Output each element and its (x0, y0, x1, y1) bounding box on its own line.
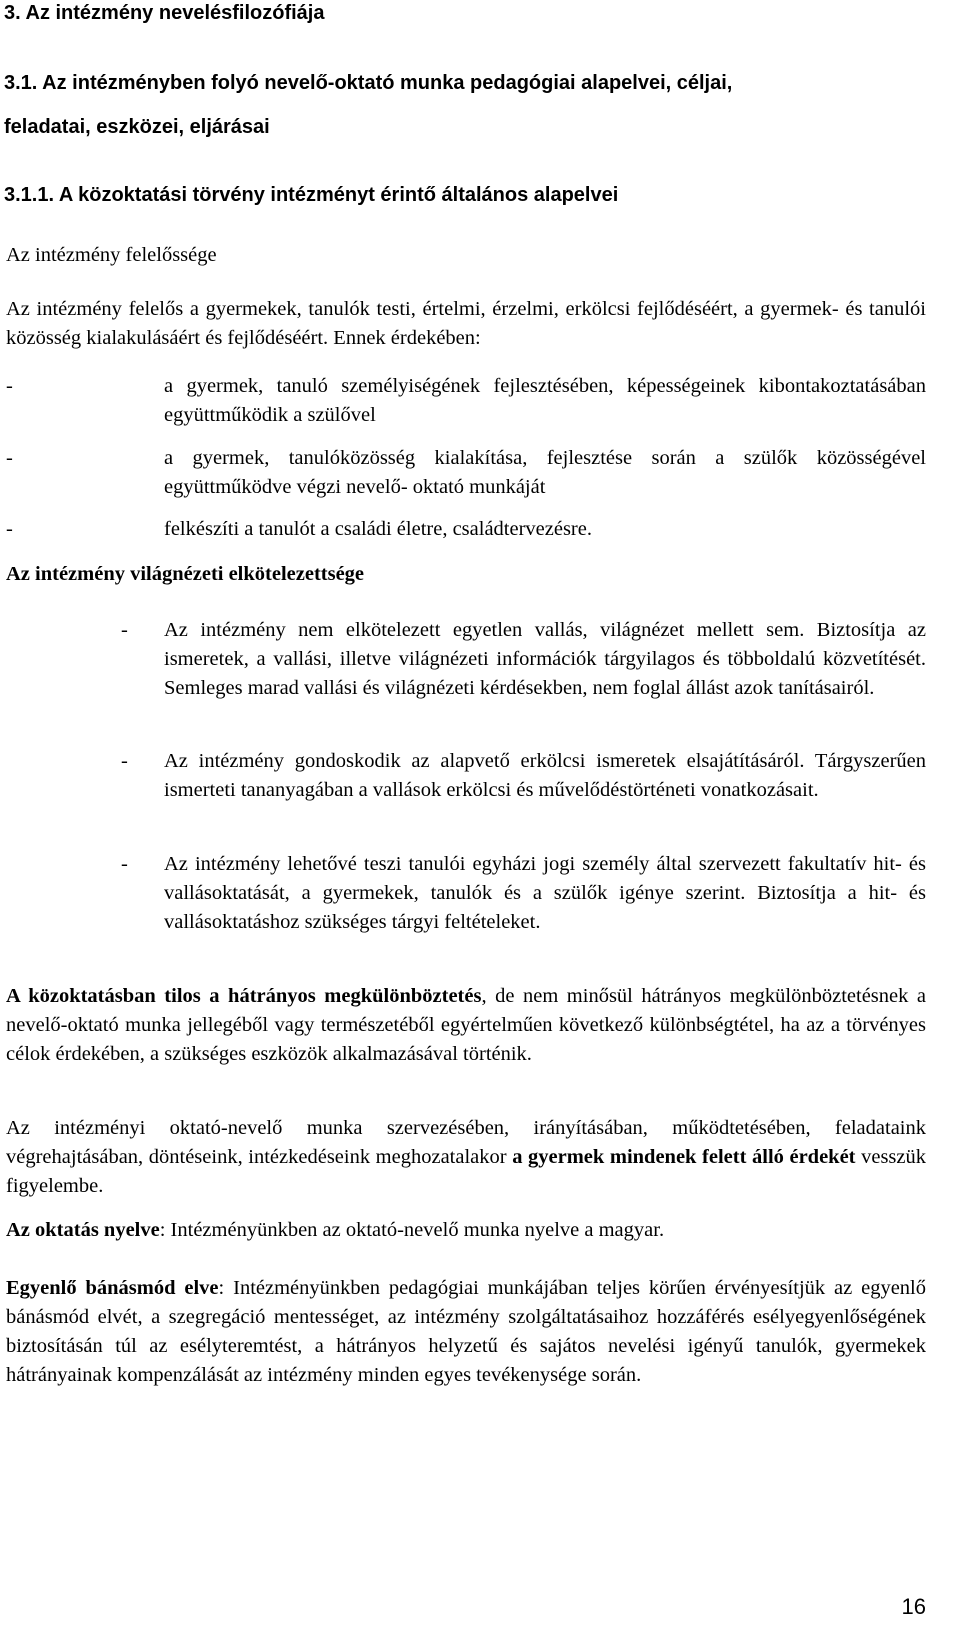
list-dash: - (6, 447, 13, 469)
list-dash: - (121, 750, 128, 772)
bold-phrase: A közoktatásban tilos a hátrányos megkülönböztetés (6, 985, 482, 1007)
list-dash: - (121, 853, 128, 875)
subheading-felelosseg: Az intézmény felelőssége (6, 244, 217, 266)
subheading-vilagnezet: Az intézmény világnézeti elkötelezettsége (6, 563, 365, 585)
paragraph-nyelv (6, 1216, 926, 1245)
list-item-text: Az intézmény lehetővé teszi tanulói egyházi jogi személy által szervezett fakultatív hit- és vallásoktatását, a gyermekek, tanulók és a szülők igénye szerint. Biztosítja a hit- és vallásoktatáshoz szükséges tárgyi feltételeket. (164, 853, 926, 933)
section-heading-3-1-line2: feladatai, eszközei, eljárásai (4, 116, 270, 138)
bold-phrase: Az oktatás nyelve (6, 1219, 160, 1241)
paragraph-hatranyos (6, 982, 926, 1069)
list-item-text: a gyermek, tanulóközösség kialakítása, fejlesztése során a szülők közösségével együttműködve végzi nevelő- oktató munkáját (164, 447, 926, 498)
paragraph-text: : Intézményünkben pedagógiai munkájában teljes körűen érvényesítjük az egyenlő bánásmód elvét, a szegregáció mentességet, az intézmény szolgáltatásaihoz hozzáférés esélyegyenlőségének biztosításán túl az esélyteremtést, a hátrányos helyzetű és sajátos nevelési igényű tanulók, gyermekek hátrányainak kompenzálását az intézmény minden egyes tevékenysége során. (6, 1277, 926, 1386)
paragraph-text: , de nem minősül hátrányos megkülönböztetésnek a nevelő-oktató munka jellegéből vagy természetéből egyértelműen következő különbségtétel, ha az a törvényes célok érdekében, a szükséges eszközök alkalmazásával történik. (6, 985, 926, 1065)
paragraph-felelosseg-intro: Az intézmény felelős a gyermekek, tanulók testi, értelmi, érzelmi, erkölcsi fejlődéséért, a gyermek- és tanulói közösség kialakulásáért és fejlődéséért. Ennek érdekében: (6, 298, 926, 349)
section-heading-3: 3. Az intézmény nevelésfilozófiája (4, 2, 325, 24)
paragraph-erdek (6, 1114, 926, 1201)
section-heading-3-1-line1: 3.1. Az intézményben folyó nevelő-oktató munka pedagógiai alapelvei, céljai, (4, 72, 733, 94)
list-dash: - (121, 619, 128, 641)
paragraph-text: Az intézményi oktató-nevelő munka szervezésében, irányításában, működtetésében, feladataink végrehajtásában, döntéseink, intézkedéseink meghozatalakor (6, 1117, 926, 1168)
paragraph-text: vesszük figyelembe. (6, 1146, 927, 1197)
list-item-text: felkészíti a tanulót a családi életre, családtervezésre. (164, 518, 592, 540)
list-item-text: Az intézmény nem elkötelezett egyetlen vallás, világnézet mellett sem. Biztosítja az ismeretek, a vallási, illetve világnézeti információk tárgyilagos és többoldalú közvetítését. Semleges marad vallási és világnézeti kérdésekben, nem foglal állást azok tanításairól. (164, 619, 926, 699)
page-number: 16 (901, 1594, 926, 1619)
list-item-text: Az intézmény gondoskodik az alapvető erkölcsi ismeretek elsajátításáról. Tárgyszerűen ismerteti tananyagában a vallások erkölcsi és művelődéstörténeti vonatkozásait. (164, 750, 926, 801)
list-item-text: a gyermek, tanuló személyiségének fejlesztésében, képességeinek kibontakoztatásában együttműködik a szülővel (164, 375, 926, 426)
section-heading-3-1-1: 3.1.1. A közoktatási törvény intézményt érintő általános alapelvei (4, 184, 619, 206)
list-dash: - (6, 518, 13, 540)
paragraph-egyenlo (6, 1274, 926, 1390)
list-dash: - (6, 375, 13, 397)
bold-phrase: Egyenlő bánásmód elve (6, 1277, 219, 1299)
paragraph-text: : Intézményünkben az oktató-nevelő munka nyelve a magyar. (159, 1219, 665, 1241)
bold-phrase: a gyermek mindenek felett álló érdekét (512, 1146, 856, 1168)
